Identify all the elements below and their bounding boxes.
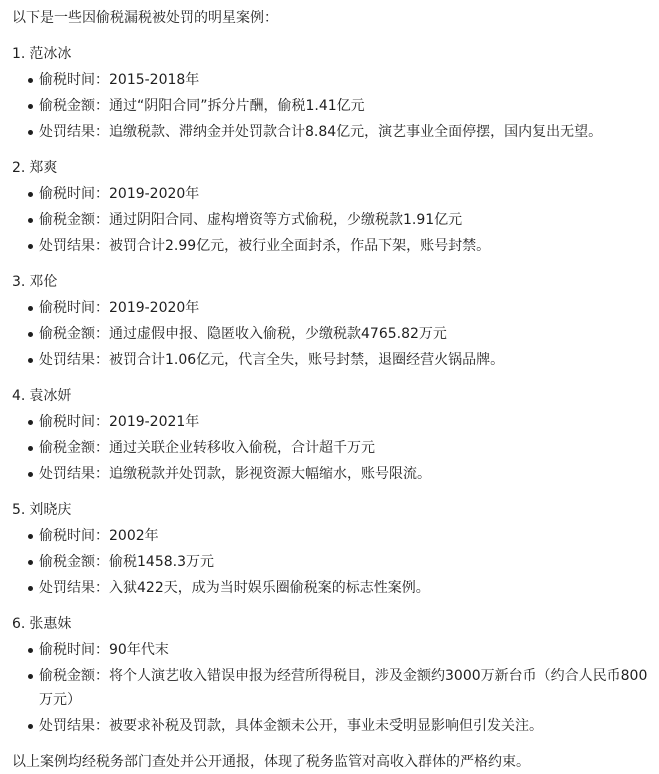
case-name: 范冰冰	[29, 46, 72, 62]
detail-item: 偷税时间：2019-2020年	[12, 182, 653, 206]
detail-item: 处罚结果：入狱422天，成为当时娱乐圈偷税案的标志性案例。	[12, 576, 653, 600]
detail-item: 偷税金额：通过关联企业转移收入偷税，合计超千万元	[12, 436, 653, 460]
detail-item: 偷税金额：偷税1458.3万元	[12, 550, 653, 574]
detail-item: 处罚结果：被要求补税及罚款，具体金额未公开，事业未受明显影响但引发关注。	[12, 714, 653, 738]
case-title	[12, 612, 653, 636]
case-details	[12, 68, 653, 144]
case-number: 2.	[12, 160, 26, 176]
case-details	[12, 182, 653, 258]
case-item	[12, 612, 653, 738]
case-details	[12, 524, 653, 600]
case-details	[12, 296, 653, 372]
detail-item: 偷税时间：2019-2020年	[12, 296, 653, 320]
case-item	[12, 156, 653, 258]
detail-item: 偷税金额：通过“阴阳合同”拆分片酬，偷税1.41亿元	[12, 94, 653, 118]
detail-item: 偷税时间：2015-2018年	[12, 68, 653, 92]
case-title	[12, 42, 653, 66]
case-name: 袁冰妍	[29, 388, 72, 404]
detail-item: 偷税时间：90年代末	[12, 638, 653, 662]
case-number: 1.	[12, 46, 26, 62]
case-title	[12, 384, 653, 408]
detail-item: 偷税时间：2019-2021年	[12, 410, 653, 434]
case-number: 5.	[12, 502, 26, 518]
case-name: 刘晓庆	[29, 502, 72, 518]
case-item	[12, 384, 653, 486]
detail-item: 偷税时间：2002年	[12, 524, 653, 548]
case-name: 郑爽	[29, 160, 58, 176]
case-title	[12, 156, 653, 180]
detail-item: 偷税金额：通过阴阳合同、虚构增资等方式偷税，少缴税款1.91亿元	[12, 208, 653, 232]
detail-item: 处罚结果：追缴税款、滞纳金并处罚款合计8.84亿元，演艺事业全面停摆，国内复出无望。	[12, 120, 653, 144]
case-title	[12, 498, 653, 522]
detail-item: 偷税金额：通过虚假申报、隐匿收入偷税，少缴税款4765.82万元	[12, 322, 653, 346]
case-name: 邓伦	[29, 274, 58, 290]
detail-item: 处罚结果：被罚合计1.06亿元，代言全失，账号封禁，退圈经营火锅品牌。	[12, 348, 653, 372]
case-item	[12, 270, 653, 372]
case-item	[12, 498, 653, 600]
detail-item: 偷税金额：将个人演艺收入错误申报为经营所得税目，涉及金额约3000万新台币（约合人民币800万元）	[12, 664, 653, 712]
case-details	[12, 410, 653, 486]
outro-text: 以上案例均经税务部门查处并公开通报，体现了税务监管对高收入群体的严格约束。	[12, 754, 530, 770]
detail-item: 处罚结果：追缴税款并处罚款，影视资源大幅缩水，账号限流。	[12, 462, 653, 486]
case-number: 6.	[12, 616, 26, 632]
case-title	[12, 270, 653, 294]
case-item	[12, 42, 653, 144]
detail-item: 处罚结果：被罚合计2.99亿元，被行业全面封杀，作品下架，账号封禁。	[12, 234, 653, 258]
case-number: 4.	[12, 388, 26, 404]
case-number: 3.	[12, 274, 26, 290]
intro-text: 以下是一些因偷税漏税被处罚的明星案例：	[12, 10, 278, 26]
case-details	[12, 638, 653, 738]
case-name: 张惠妹	[29, 616, 72, 632]
